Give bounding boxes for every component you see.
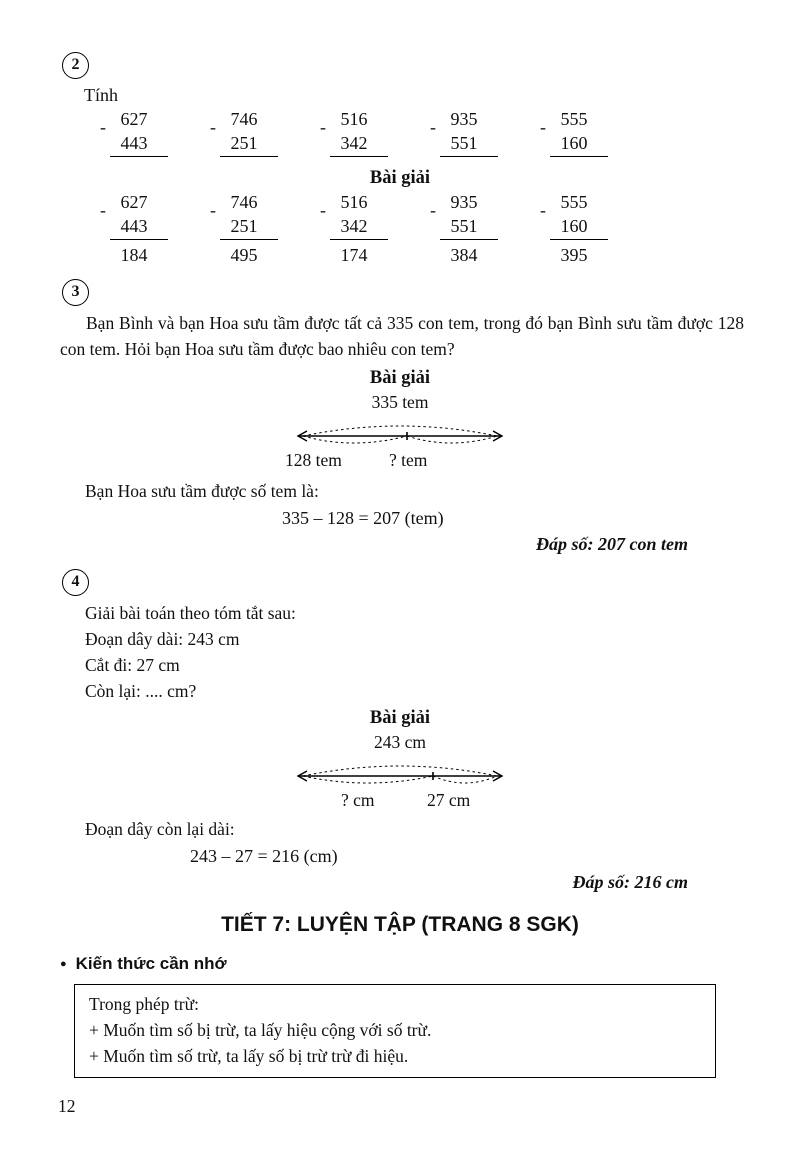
exercise-4-summary-line: Cắt đi: 27 cm — [85, 655, 180, 675]
segment-part-labels — [285, 450, 505, 474]
subtraction-rule — [110, 156, 168, 158]
exercise-4-summary-line: Đoạn dây dài: 243 cm — [85, 629, 240, 649]
subtraction-rule — [330, 239, 388, 241]
minuend: 935 — [450, 192, 478, 212]
subtraction-rule — [440, 239, 498, 241]
subtraction-problem — [430, 107, 498, 158]
difference: 184 — [120, 245, 148, 265]
subtraction-rule — [440, 156, 498, 158]
exercise-2-problems-row — [100, 107, 800, 158]
knowledge-box-line: + Muốn tìm số bị trừ, ta lấy hiệu cộng với số trừ. — [89, 1020, 432, 1040]
minuend: 555 — [560, 192, 588, 212]
bullet-icon: ● — [60, 958, 67, 970]
minuend: 935 — [450, 109, 478, 129]
segment-part-labels — [295, 792, 505, 814]
minuend: 746 — [230, 109, 258, 129]
subtrahend: 251 — [230, 216, 258, 236]
segment-left-label: ? cm — [341, 790, 375, 810]
exercise-3-solution-intro: Bạn Hoa sưu tầm được số tem là: — [85, 481, 319, 501]
subtraction-solution — [320, 190, 388, 267]
minus-sign: - — [540, 200, 546, 220]
exercise-2-solutions-row — [100, 190, 800, 267]
exercise-3-badge: 3 — [62, 279, 89, 306]
subtraction-rule — [220, 156, 278, 158]
subtraction-rule — [550, 239, 608, 241]
subtraction-rule — [550, 156, 608, 158]
knowledge-box — [74, 984, 716, 1078]
subtraction-solution — [540, 190, 608, 267]
knowledge-note-title: Kiến thức cần nhớ — [75, 954, 227, 973]
subtraction-rule — [110, 239, 168, 241]
exercise-2-solution-heading: Bài giải — [369, 168, 431, 188]
minus-sign: - — [320, 117, 326, 137]
subtraction-problem — [100, 107, 168, 158]
minus-sign: - — [210, 117, 216, 137]
subtraction-solution — [430, 190, 498, 267]
exercise-3-answer: Đáp số: 207 con tem — [536, 534, 688, 554]
subtraction-rule — [330, 156, 388, 158]
exercise-3 — [0, 279, 800, 557]
exercise-4-solution-intro: Đoạn dây còn lại dài: — [85, 819, 235, 839]
subtrahend: 443 — [120, 216, 148, 236]
subtrahend: 551 — [450, 216, 478, 236]
segment-total-label: 335 tem — [371, 392, 429, 412]
segment-diagram — [295, 414, 505, 452]
page-number: 12 — [58, 1096, 76, 1116]
knowledge-box-line: Trong phép trừ: — [89, 994, 199, 1014]
subtrahend: 443 — [120, 133, 148, 153]
subtrahend: 251 — [230, 133, 258, 153]
difference: 495 — [230, 245, 258, 265]
exercise-4-equation: 243 – 27 = 216 (cm) — [190, 846, 338, 866]
subtrahend: 551 — [450, 133, 478, 153]
subtraction-solution — [100, 190, 168, 267]
minus-sign: - — [430, 117, 436, 137]
segment-diagram — [295, 754, 505, 792]
exercise-2-title: Tính — [84, 85, 118, 105]
knowledge-note-title-row — [60, 952, 800, 976]
knowledge-box-line: + Muốn tìm số trừ, ta lấy số bị trừ trừ đi hiệu. — [89, 1046, 409, 1066]
segment-total-label: 243 cm — [373, 732, 426, 752]
subtraction-problem — [540, 107, 608, 158]
subtraction-problem — [320, 107, 388, 158]
minus-sign: - — [100, 200, 106, 220]
lesson-heading: TIẾT 7: LUYỆN TẬP (TRANG 8 SGK) — [221, 913, 579, 936]
minuend: 516 — [340, 109, 368, 129]
minus-sign: - — [320, 200, 326, 220]
minuend: 627 — [120, 192, 148, 212]
subtraction-solution — [210, 190, 278, 267]
exercise-4-answer: Đáp số: 216 cm — [572, 872, 688, 892]
minuend: 627 — [120, 109, 148, 129]
subtrahend: 342 — [340, 216, 368, 236]
difference: 174 — [340, 245, 368, 265]
subtraction-problem — [210, 107, 278, 158]
exercise-2 — [0, 52, 800, 267]
subtraction-rule — [220, 239, 278, 241]
exercise-3-problem-text: Bạn Bình và bạn Hoa sưu tầm được tất cả 335 con tem, trong đó bạn Bình sưu tầm được 128 con tem. Hỏi bạn Hoa sưu tầm được bao nhiêu con tem? — [60, 313, 744, 359]
minuend: 555 — [560, 109, 588, 129]
exercise-3-solution-heading: Bài giải — [369, 368, 431, 388]
exercise-4 — [0, 569, 800, 895]
segment-right-label: 27 cm — [427, 790, 471, 810]
exercise-4-intro: Giải bài toán theo tóm tắt sau: — [85, 603, 296, 623]
minus-sign: - — [210, 200, 216, 220]
difference: 384 — [450, 245, 478, 265]
exercise-4-solution-heading: Bài giải — [369, 708, 431, 728]
subtrahend: 160 — [560, 133, 588, 153]
minus-sign: - — [430, 200, 436, 220]
exercise-4-summary-line: Còn lại: .... cm? — [85, 681, 197, 701]
minuend: 516 — [340, 192, 368, 212]
segment-right-label: ? tem — [389, 450, 428, 470]
exercise-3-equation: 335 – 128 = 207 (tem) — [282, 508, 444, 528]
difference: 395 — [560, 245, 588, 265]
subtrahend: 342 — [340, 133, 368, 153]
subtrahend: 160 — [560, 216, 588, 236]
exercise-2-badge: 2 — [62, 52, 89, 79]
minus-sign: - — [540, 117, 546, 137]
minuend: 746 — [230, 192, 258, 212]
minus-sign: - — [100, 117, 106, 137]
segment-left-label: 128 tem — [285, 450, 342, 470]
exercise-4-badge: 4 — [62, 569, 89, 596]
